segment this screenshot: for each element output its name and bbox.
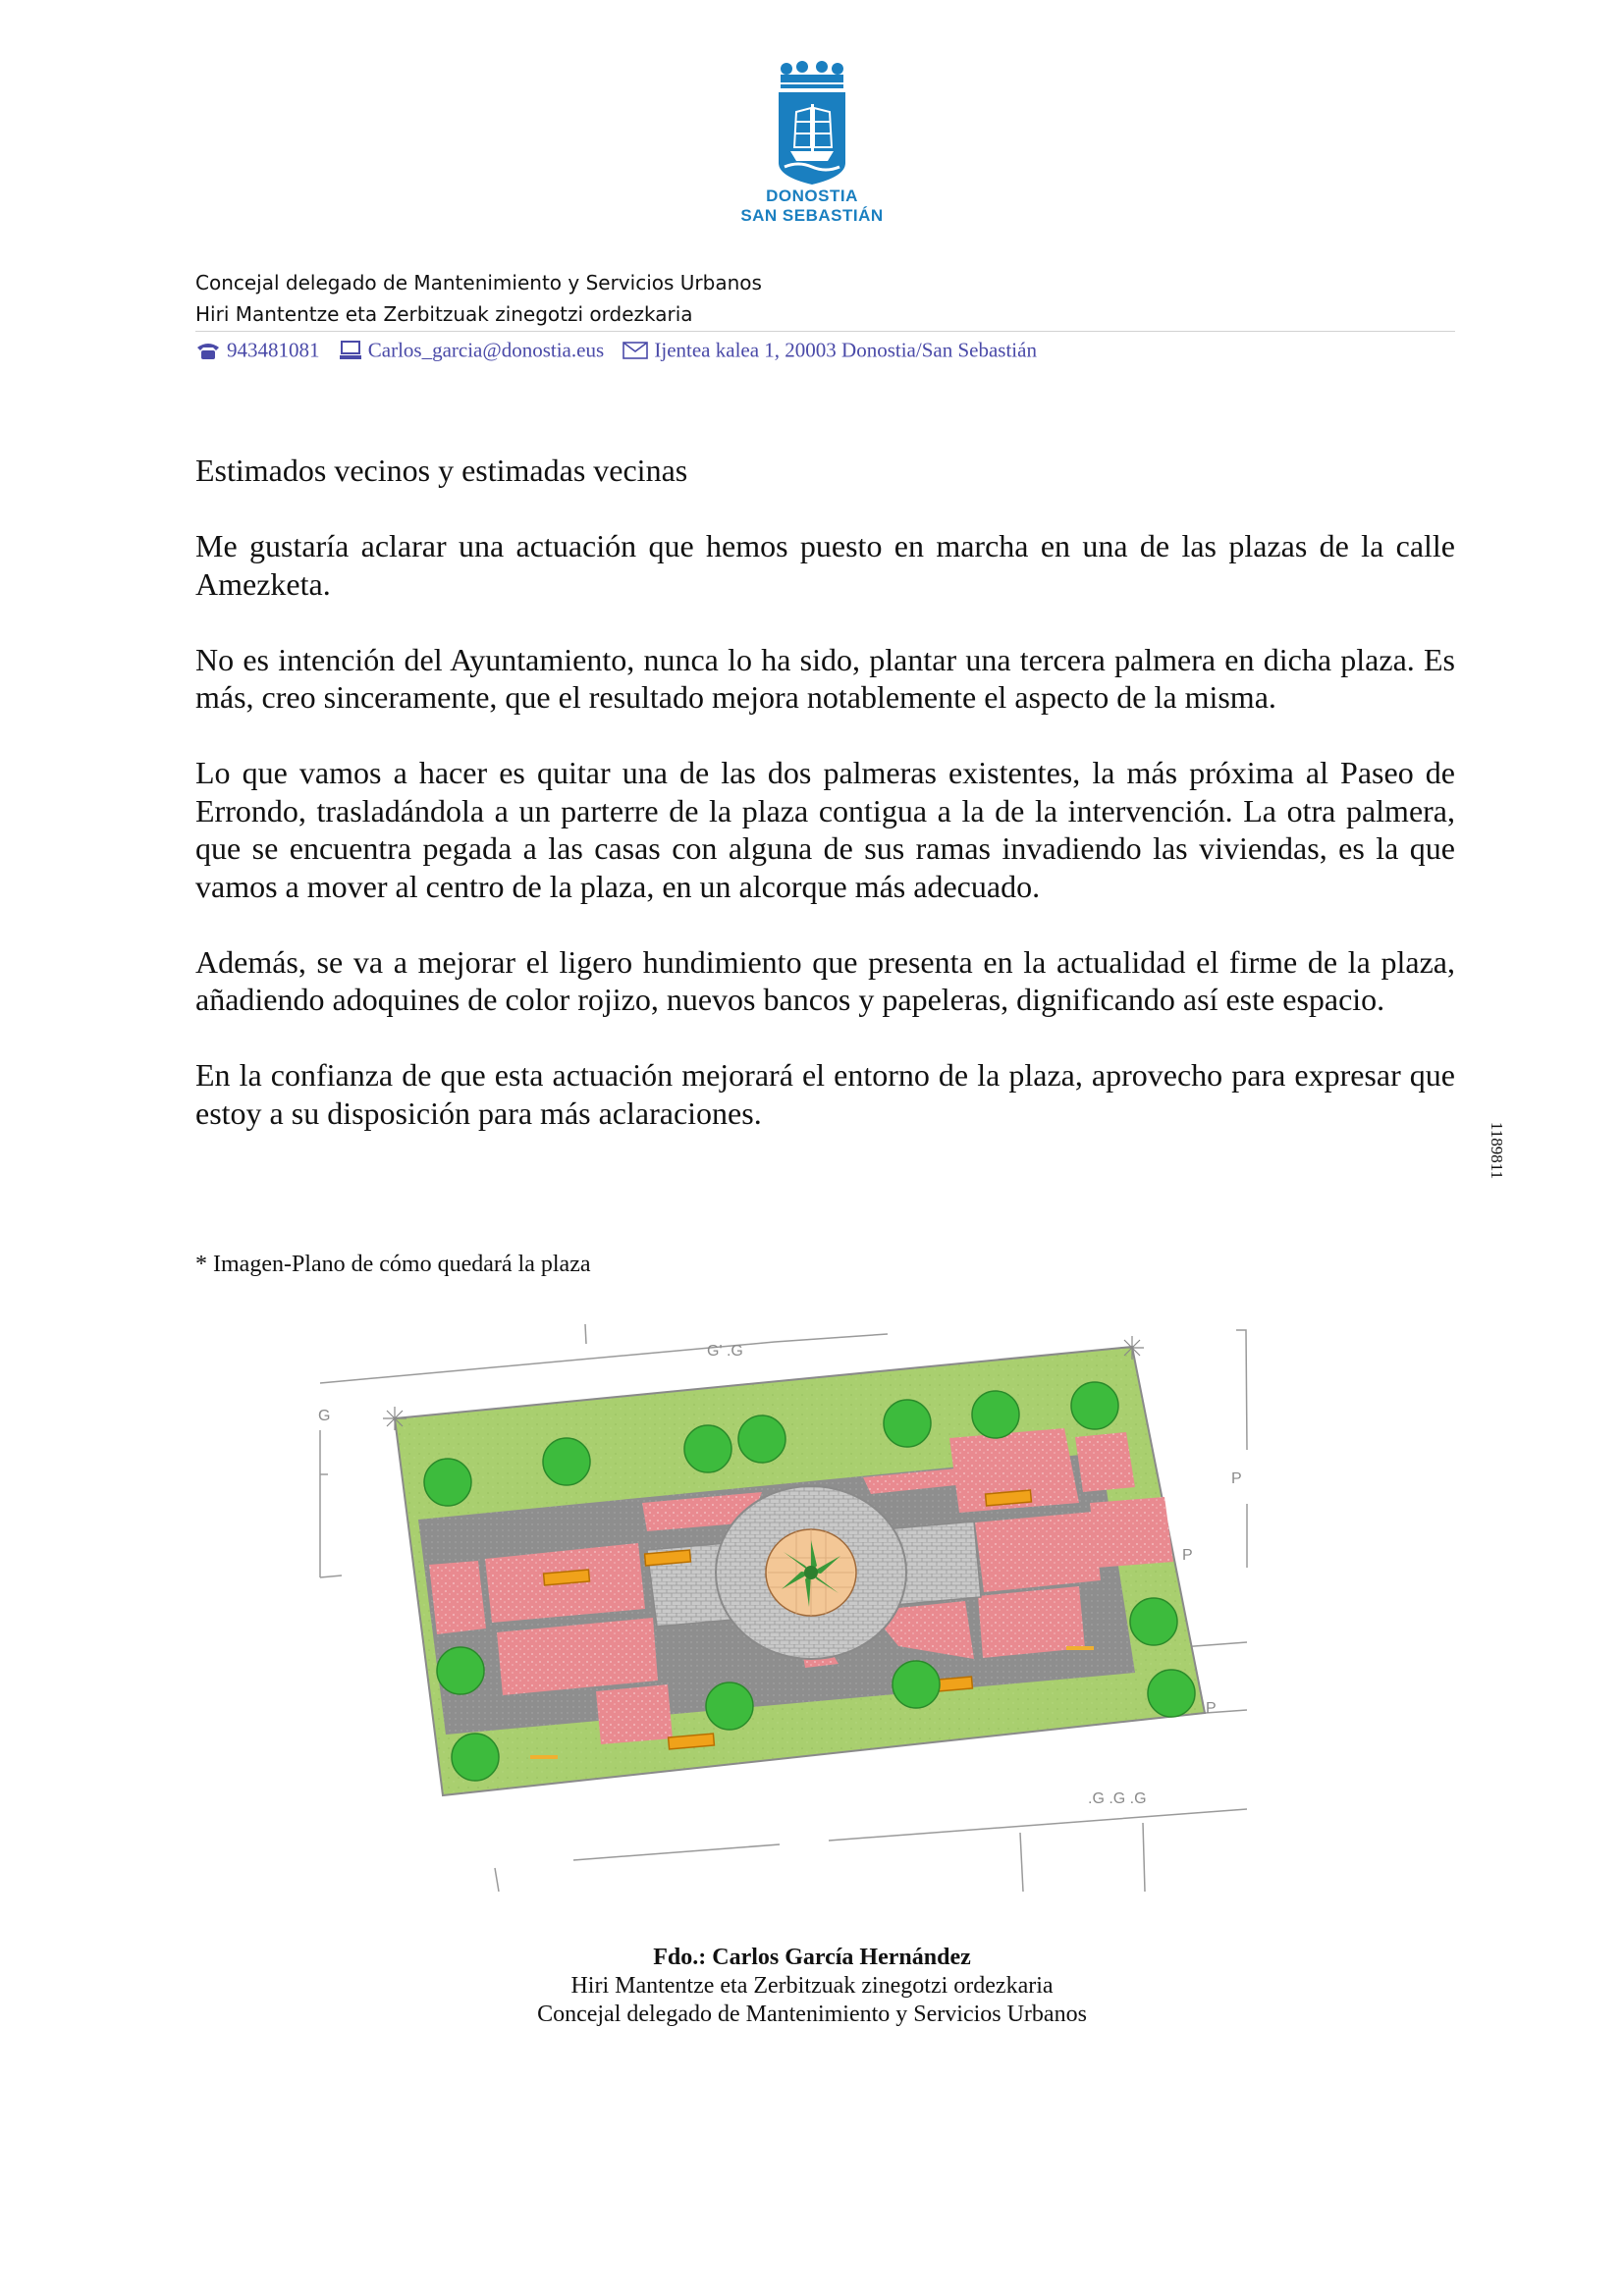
tree-icon — [1130, 1598, 1177, 1645]
logo-text-donostia: DONOSTIA — [766, 187, 858, 205]
tree-icon — [738, 1415, 785, 1463]
tree-icon — [972, 1391, 1019, 1438]
letterhead-title-es: Concejal delegado de Mantenimiento y Servicios Urbanos — [195, 271, 762, 294]
tree-icon — [1071, 1382, 1118, 1429]
computer-icon — [339, 341, 362, 360]
letterhead-title-eu: Hiri Mantentze eta Zerbitzuak zinegotzi ordezkaria — [195, 302, 693, 326]
tree-icon — [884, 1400, 931, 1447]
donostia-emblem-icon — [773, 61, 851, 187]
paragraph-2: No es intención del Ayuntamiento, nunca lo ha sido, plantar una tercera palmera en dicha plaza. Es más, creo sinceramente, que el resultado mejora notablemente el aspecto de la misma. — [195, 641, 1455, 715]
label-p-3: P — [1206, 1700, 1217, 1717]
plaza-plan-drawing — [318, 1322, 1251, 1892]
tree-icon — [437, 1647, 484, 1694]
phone-icon — [195, 341, 221, 360]
label-g-bottom: .G .G .G — [1088, 1790, 1147, 1807]
signature-name: Fdo.: Carlos García Hernández — [653, 1945, 971, 1970]
contact-phone[interactable]: 943481081 — [227, 338, 320, 362]
tree-icon — [706, 1682, 753, 1730]
contact-address: Ijentea kalea 1, 20003 Donostia/San Sebastián — [654, 338, 1037, 362]
paragraph-5: En la confianza de que esta actuación mejorará el entorno de la plaza, aprovecho para expresar que estoy a su disposición para más aclaraciones. — [195, 1057, 1455, 1131]
header-divider — [195, 331, 1455, 332]
tree-icon — [1148, 1670, 1195, 1717]
label-g-top: G' .G — [707, 1343, 743, 1360]
side-reference-number — [1485, 1117, 1506, 1186]
greeting: Estimados vecinos y estimadas vecinas — [195, 453, 688, 488]
signature-block — [393, 1944, 1231, 2029]
tree-icon — [684, 1425, 731, 1472]
logo-text-san-sebastian: SAN SEBASTIÁN — [740, 206, 884, 225]
city-logo — [687, 61, 937, 226]
paragraph-4: Además, se va a mejorar el ligero hundimiento que presenta en la actualidad el firme de la plaza, añadiendo adoquines de color rojizo, nuevos bancos y papeleras, dignificando así este espacio. — [195, 943, 1455, 1017]
contact-email[interactable]: Carlos_garcia@donostia.eus — [367, 338, 605, 362]
envelope-icon — [623, 341, 648, 360]
tree-icon — [424, 1459, 471, 1506]
tree-icon — [543, 1438, 590, 1485]
label-p-2: P — [1182, 1547, 1193, 1564]
signature-role-eu: Hiri Mantentze eta Zerbitzuak zinegotzi ordezkaria — [570, 1973, 1054, 1999]
paragraph-1: Me gustaría aclarar una actuación que hemos puesto en marcha en una de las plazas de la calle Amezketa. — [195, 528, 1455, 602]
letterhead — [195, 267, 762, 330]
paragraph-3: Lo que vamos a hacer es quitar una de las dos palmeras existentes, la más próxima al Paseo de Errondo, trasladándola a un parterre de la plaza contigua a la de la intervención. La otra palmera, que se encuentra pegada a las casas con alguna de sus ramas invadiendo las viviendas, es la que vamos a mover al centro de la plaza, en un alcorque más adecuado. — [195, 755, 1455, 904]
tree-icon — [893, 1661, 940, 1708]
contact-line — [195, 337, 1037, 363]
signature-role-es: Concejal delegado de Mantenimiento y Servicios Urbanos — [537, 2002, 1087, 2027]
plan-caption: * Imagen-Plano de cómo quedará la plaza — [195, 1252, 591, 1277]
label-g-left: G — [318, 1408, 331, 1424]
label-p-1: P — [1231, 1470, 1242, 1487]
letter-body — [195, 452, 1455, 1170]
tree-icon — [452, 1734, 499, 1781]
side-reference-text: 1189811 — [1488, 1121, 1506, 1180]
